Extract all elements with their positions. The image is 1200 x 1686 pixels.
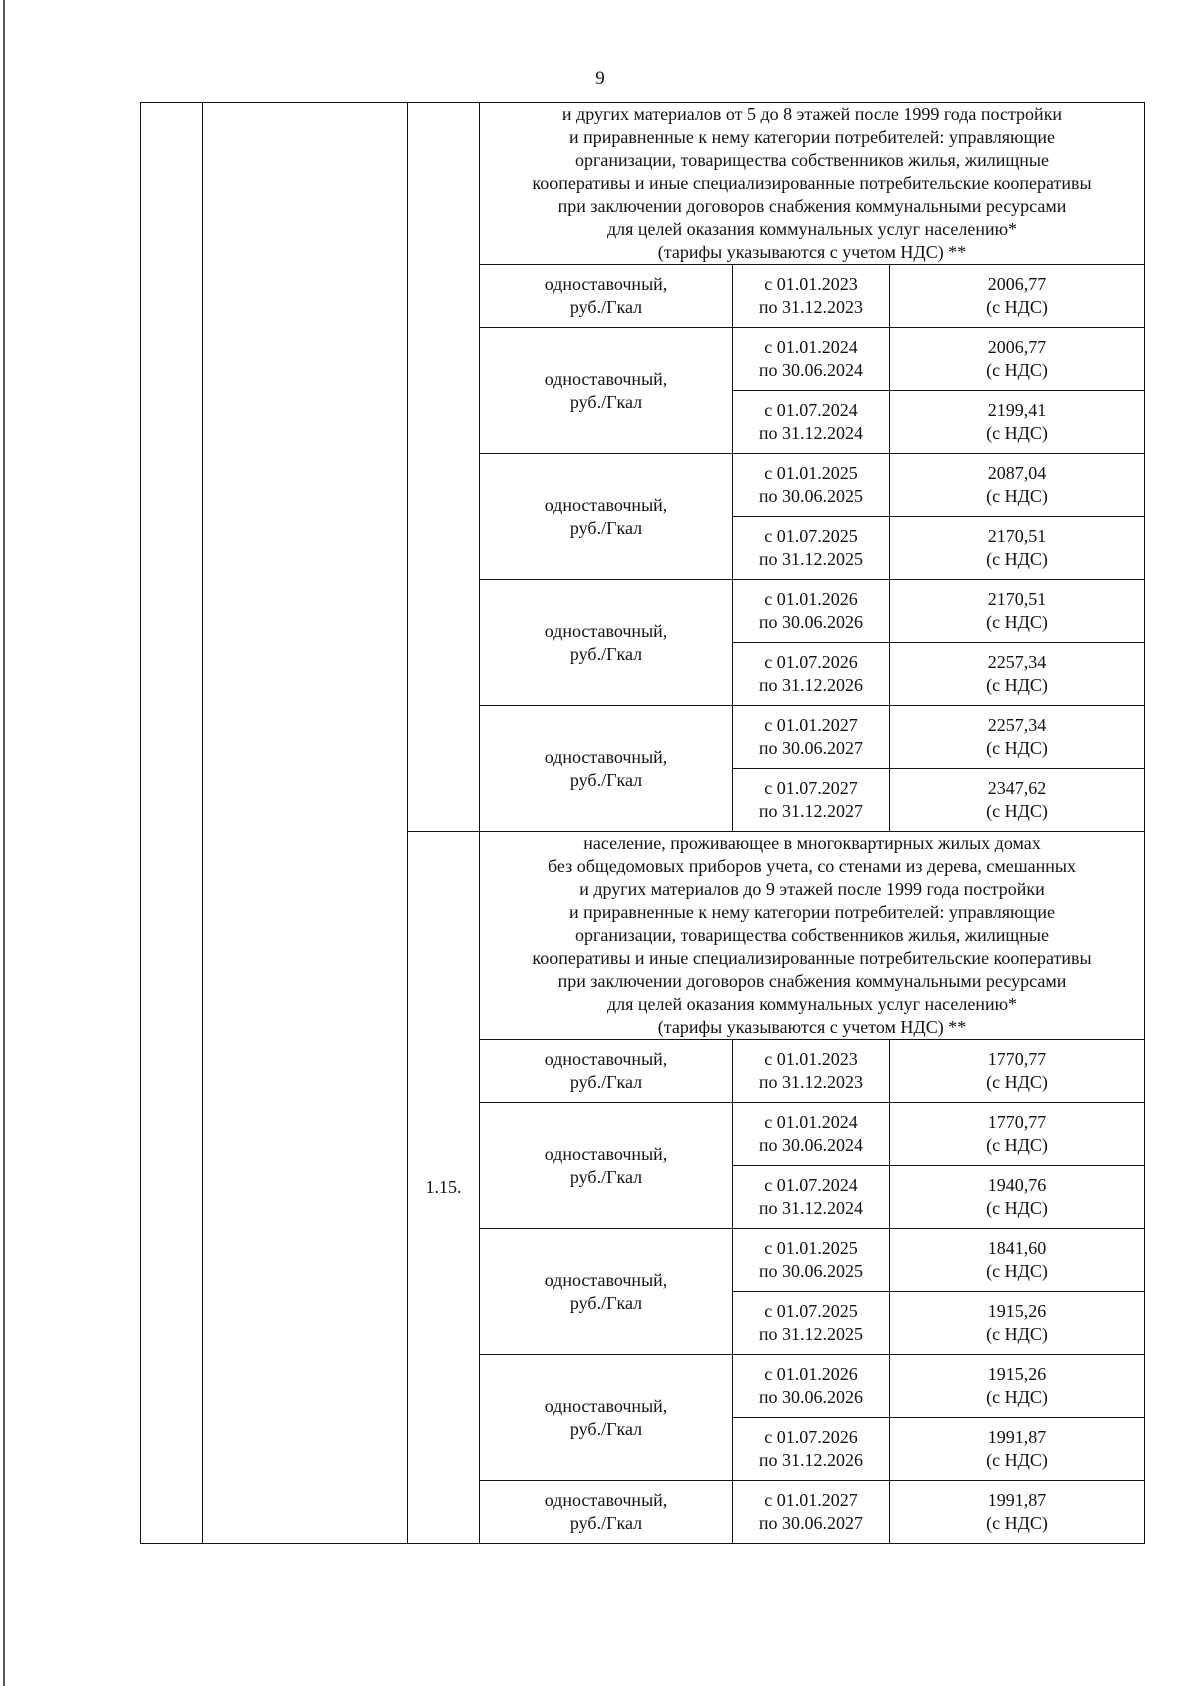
rate-type-line: одноставочный, — [544, 1490, 668, 1510]
price-cell — [890, 1166, 1145, 1229]
price-value: 2257,34 — [987, 652, 1047, 672]
period-to: по 31.12.2026 — [758, 1450, 864, 1470]
rate-type-cell — [480, 1103, 733, 1229]
blank-column-cell — [203, 103, 408, 1544]
period-to: по 30.06.2026 — [758, 612, 864, 632]
period-to: по 30.06.2027 — [758, 1513, 864, 1533]
page-number: 9 — [595, 68, 605, 89]
rate-type-line: руб./Гкал — [569, 1513, 643, 1533]
period-to: по 31.12.2024 — [758, 1198, 864, 1218]
rate-type-line: одноставочный, — [544, 274, 668, 294]
description-line: и приравненные к нему категории потребителей: управляющие — [569, 127, 1055, 147]
rate-type-cell — [480, 328, 733, 454]
price-vat-note: (с НДС) — [986, 1513, 1048, 1533]
period-to: по 30.06.2027 — [758, 738, 864, 758]
rate-type-line: одноставочный, — [544, 1049, 668, 1069]
price-vat-note: (с НДС) — [986, 612, 1048, 632]
price-value: 2199,41 — [987, 400, 1047, 420]
price-vat-note: (с НДС) — [986, 1261, 1048, 1281]
period-cell — [733, 1103, 890, 1166]
period-from: с 01.01.2027 — [764, 1490, 858, 1510]
period-cell — [733, 1355, 890, 1418]
rate-type-cell — [480, 265, 733, 328]
period-to: по 30.06.2024 — [758, 360, 864, 380]
rate-type-line: одноставочный, — [544, 368, 668, 389]
period-cell — [733, 769, 890, 832]
price-value: 2170,51 — [987, 589, 1047, 609]
price-cell — [890, 1103, 1145, 1166]
description-line: организации, товарищества собственников жилья, жилищные — [575, 150, 1049, 170]
period-cell — [733, 1292, 890, 1355]
price-vat-note: (с НДС) — [986, 1135, 1048, 1155]
price-cell — [890, 1355, 1145, 1418]
period-to: по 31.12.2027 — [758, 801, 864, 821]
price-value: 1915,26 — [987, 1301, 1047, 1321]
rate-type-line: одноставочный, — [544, 1143, 668, 1164]
period-from: с 01.01.2023 — [764, 274, 858, 294]
price-value: 1991,87 — [987, 1427, 1047, 1447]
price-cell — [890, 1292, 1145, 1355]
rate-type-line: руб./Гкал — [569, 769, 643, 790]
price-cell — [890, 328, 1145, 391]
price-value: 2006,77 — [987, 274, 1047, 294]
price-cell — [890, 643, 1145, 706]
section-number — [408, 103, 480, 832]
rate-type-cell — [480, 1040, 733, 1103]
period-to: по 31.12.2025 — [758, 549, 864, 569]
rate-type-cell — [480, 1355, 733, 1481]
rate-type-line: руб./Гкал — [569, 643, 643, 664]
description-line: и приравненные к нему категории потребителей: управляющие — [569, 902, 1055, 922]
rate-type-cell — [480, 454, 733, 580]
rate-type-line: руб./Гкал — [569, 517, 643, 538]
price-cell — [890, 391, 1145, 454]
rate-type-line: руб./Гкал — [569, 1292, 643, 1313]
period-cell — [733, 391, 890, 454]
description-line: при заключении договоров снабжения коммунальными ресурсами — [557, 971, 1067, 991]
price-value: 1770,77 — [987, 1049, 1047, 1069]
price-vat-note: (с НДС) — [986, 675, 1048, 695]
period-to: по 31.12.2024 — [758, 423, 864, 443]
price-cell — [890, 1229, 1145, 1292]
price-cell — [890, 769, 1145, 832]
price-vat-note: (с НДС) — [986, 297, 1048, 317]
price-cell — [890, 1418, 1145, 1481]
price-value: 2170,51 — [987, 526, 1047, 546]
section-header-row — [141, 103, 1145, 265]
rate-type-cell — [480, 1481, 733, 1544]
period-to: по 30.06.2025 — [758, 1261, 864, 1281]
period-cell — [733, 454, 890, 517]
price-vat-note: (с НДС) — [986, 1072, 1048, 1092]
description-line: и других материалов от 5 до 8 этажей после 1999 года постройки — [561, 104, 1063, 124]
period-from: с 01.07.2025 — [764, 526, 858, 546]
price-value: 1841,60 — [987, 1238, 1047, 1258]
period-from: с 01.01.2024 — [764, 1112, 858, 1132]
price-vat-note: (с НДС) — [986, 1324, 1048, 1344]
price-cell — [890, 454, 1145, 517]
price-value: 1915,26 — [987, 1364, 1047, 1384]
price-vat-note: (с НДС) — [986, 1387, 1048, 1407]
period-from: с 01.01.2026 — [764, 589, 858, 609]
period-to: по 30.06.2025 — [758, 486, 864, 506]
price-cell — [890, 580, 1145, 643]
period-from: с 01.01.2024 — [764, 337, 858, 357]
period-cell — [733, 643, 890, 706]
description-line: (тарифы указываются с учетом НДС) ** — [657, 1017, 967, 1037]
section-description — [480, 832, 1145, 1040]
tariff-table — [140, 102, 1145, 1544]
period-from: с 01.01.2026 — [764, 1364, 858, 1384]
period-to: по 31.12.2025 — [758, 1324, 864, 1344]
period-cell — [733, 265, 890, 328]
period-to: по 30.06.2026 — [758, 1387, 864, 1407]
period-from: с 01.01.2025 — [764, 463, 858, 483]
period-cell — [733, 517, 890, 580]
description-line: без общедомовых приборов учета, со стенами из дерева, смешанных — [547, 856, 1077, 876]
period-from: с 01.07.2026 — [764, 652, 858, 672]
price-value: 2087,04 — [987, 463, 1047, 483]
price-value: 2006,77 — [987, 337, 1047, 357]
rate-type-line: руб./Гкал — [569, 297, 643, 317]
price-vat-note: (с НДС) — [986, 801, 1048, 821]
description-line: кооперативы и иные специализированные потребительские кооперативы — [532, 948, 1092, 968]
period-cell — [733, 1229, 890, 1292]
section-description — [480, 103, 1145, 265]
rate-type-cell — [480, 1229, 733, 1355]
period-cell — [733, 1166, 890, 1229]
price-value: 2257,34 — [987, 715, 1047, 735]
description-line: кооперативы и иные специализированные потребительские кооперативы — [532, 173, 1092, 193]
period-to: по 30.06.2024 — [758, 1135, 864, 1155]
rate-type-line: одноставочный, — [544, 620, 668, 641]
rate-type-line: одноставочный, — [544, 494, 668, 515]
section-number: 1.15. — [408, 832, 480, 1544]
period-cell — [733, 1040, 890, 1103]
period-from: с 01.07.2024 — [764, 400, 858, 420]
period-from: с 01.07.2025 — [764, 1301, 858, 1321]
rate-type-line: одноставочный, — [544, 1269, 668, 1290]
rate-type-line: руб./Гкал — [569, 391, 643, 412]
period-from: с 01.01.2023 — [764, 1049, 858, 1069]
period-from: с 01.07.2024 — [764, 1175, 858, 1195]
blank-column-cell — [141, 103, 203, 1544]
rate-type-line: руб./Гкал — [569, 1072, 643, 1092]
price-value: 2347,62 — [987, 778, 1047, 798]
period-from: с 01.07.2027 — [764, 778, 858, 798]
period-to: по 31.12.2023 — [758, 297, 864, 317]
price-vat-note: (с НДС) — [986, 486, 1048, 506]
tariff-table-body — [141, 103, 1145, 1544]
price-vat-note: (с НДС) — [986, 738, 1048, 758]
period-cell — [733, 328, 890, 391]
price-vat-note: (с НДС) — [986, 549, 1048, 569]
description-line: при заключении договоров снабжения коммунальными ресурсами — [557, 196, 1067, 216]
price-value: 1940,76 — [987, 1175, 1047, 1195]
price-cell — [890, 265, 1145, 328]
price-cell — [890, 517, 1145, 580]
scan-edge-line — [3, 0, 5, 1686]
description-line: организации, товарищества собственников жилья, жилищные — [575, 925, 1049, 945]
period-cell — [733, 580, 890, 643]
price-cell — [890, 706, 1145, 769]
description-line: и других материалов до 9 этажей после 1999 года постройки — [579, 879, 1045, 899]
rate-type-line: одноставочный, — [544, 746, 668, 767]
price-vat-note: (с НДС) — [986, 1450, 1048, 1470]
description-line: население, проживающее в многоквартирных жилых домах — [583, 833, 1041, 853]
period-to: по 31.12.2023 — [758, 1072, 864, 1092]
price-value: 1991,87 — [987, 1490, 1047, 1510]
period-cell — [733, 1481, 890, 1544]
price-vat-note: (с НДС) — [986, 1198, 1048, 1218]
period-cell — [733, 1418, 890, 1481]
period-from: с 01.01.2027 — [764, 715, 858, 735]
price-cell — [890, 1481, 1145, 1544]
rate-type-line: одноставочный, — [544, 1395, 668, 1416]
rate-type-cell — [480, 580, 733, 706]
period-from: с 01.01.2025 — [764, 1238, 858, 1258]
price-cell — [890, 1040, 1145, 1103]
rate-type-line: руб./Гкал — [569, 1166, 643, 1187]
period-from: с 01.07.2026 — [764, 1427, 858, 1447]
price-vat-note: (с НДС) — [986, 423, 1048, 443]
description-line: (тарифы указываются с учетом НДС) ** — [657, 242, 967, 262]
period-cell — [733, 706, 890, 769]
description-line: для целей оказания коммунальных услуг населению* — [606, 994, 1018, 1014]
price-value: 1770,77 — [987, 1112, 1047, 1132]
description-line: для целей оказания коммунальных услуг населению* — [606, 219, 1018, 239]
rate-type-line: руб./Гкал — [569, 1418, 643, 1439]
price-vat-note: (с НДС) — [986, 360, 1048, 380]
period-to: по 31.12.2026 — [758, 675, 864, 695]
rate-type-cell — [480, 706, 733, 832]
